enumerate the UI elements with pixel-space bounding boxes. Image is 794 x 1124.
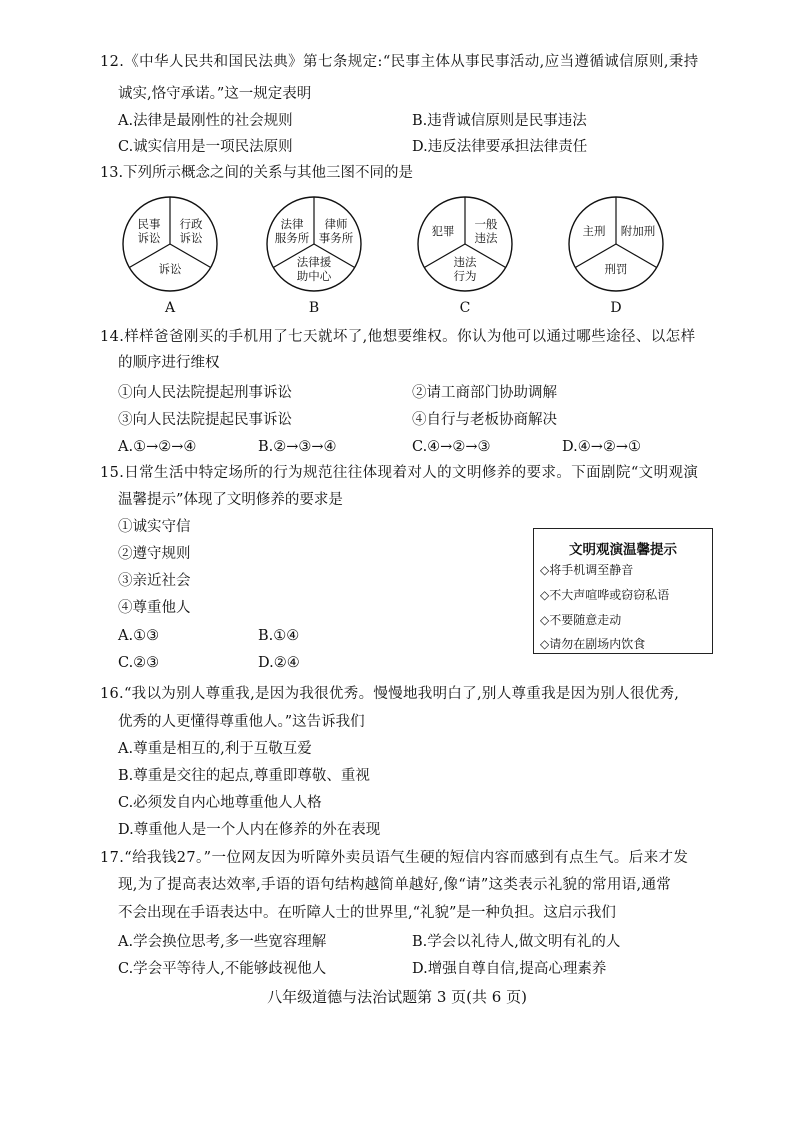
pie-a-top-left-2: 诉讼 xyxy=(137,231,161,245)
q15-item-2: ②遵守规则 xyxy=(118,546,191,562)
pie-a-top-right-1: 行政 xyxy=(179,217,203,231)
q12-option-d: D.违反法律要承担法律责任 xyxy=(412,139,588,155)
pie-a-letter: A xyxy=(164,300,176,316)
q15-option-b: B.①④ xyxy=(258,628,300,644)
q17-stem-line1: 17.“给我钱27。”一位网友因为听障外卖员语气生硬的短信内容而感到有点生气。后来才发 xyxy=(100,850,689,866)
pie-c-bottom-1: 违法 xyxy=(453,255,477,269)
q12-option-b: B.违背诚信原则是民事违法 xyxy=(412,113,587,129)
q13-stem: 13.下列所示概念之间的关系与其他三图不同的是 xyxy=(100,165,414,181)
pie-c-top-left-1: 犯罪 xyxy=(431,224,455,238)
q14-option-c: C.④→②→③ xyxy=(412,439,491,455)
q12-option-c: C.诚实信用是一项民法原则 xyxy=(118,139,293,155)
q15-item-3: ③亲近社会 xyxy=(118,573,191,589)
pie-b-letter: B xyxy=(308,300,320,316)
q15-item-1: ①诚实守信 xyxy=(118,519,191,535)
q15-stem-line1: 15.日常生活中特定场所的行为规范往往体现着对人的文明修养的要求。下面剧院“文明观演 xyxy=(100,465,699,481)
pie-diagram-b xyxy=(258,192,370,317)
pie-c-bottom-2: 行为 xyxy=(453,269,477,283)
notice-title: 文明观演温馨提示 xyxy=(569,542,677,558)
pie-diagram-d xyxy=(560,192,672,317)
pie-d-letter: D xyxy=(610,300,622,316)
notice-item-3: ◇不要随意走动 xyxy=(540,613,622,627)
page-footer: 八年级道德与法治试题第 3 页(共 6 页) xyxy=(267,988,527,1006)
q17-option-c: C.学会平等待人,不能够歧视他人 xyxy=(118,961,327,977)
q14-option-d: D.④→②→① xyxy=(562,439,642,455)
pie-b-bottom-2: 助中心 xyxy=(296,269,332,283)
q12-stem-line1: 12.《中华人民共和国民法典》第七条规定:“民事主体从事民事活动,应当遵循诚信原则,秉持 xyxy=(100,54,699,70)
q17-option-a: A.学会换位思考,多一些宽容理解 xyxy=(118,934,327,950)
pie-a-top-right-2: 诉讼 xyxy=(179,231,203,245)
q17-option-b: B.学会以礼待人,做文明有礼的人 xyxy=(412,934,621,950)
q16-stem-line1: 16.“我以为别人尊重我,是因为我很优秀。慢慢地我明白了,别人尊重我是因为别人很优秀, xyxy=(100,686,680,702)
civility-notice-box xyxy=(533,528,713,654)
pie-d-bottom-1: 刑罚 xyxy=(604,262,628,276)
q12-option-a: A.法律是最刚性的社会规则 xyxy=(118,113,293,129)
q12-stem-line2: 诚实,恪守承诺。”这一规定表明 xyxy=(118,86,312,102)
pie-chart-a xyxy=(114,192,226,296)
q15-option-c: C.②③ xyxy=(118,655,160,671)
q17-option-d: D.增强自尊自信,提高心理素养 xyxy=(412,961,607,977)
pie-c-top-right-2: 违法 xyxy=(474,231,498,245)
pie-chart-d xyxy=(560,192,672,296)
q15-option-d: D.②④ xyxy=(258,655,300,671)
q14-item-4: ④自行与老板协商解决 xyxy=(412,412,557,428)
pie-b-top-left-2: 服务所 xyxy=(274,231,310,245)
q14-stem-line1: 14.样样爸爸刚买的手机用了七天就坏了,他想要维权。你认为他可以通过哪些途径、以怎样 xyxy=(100,329,696,345)
pie-c-top-right-1: 一般 xyxy=(474,217,498,231)
pie-d-top-right-1: 附加刑 xyxy=(620,224,656,238)
pie-b-top-right-1: 律师 xyxy=(324,217,348,231)
pie-c-letter: C xyxy=(459,300,471,316)
q14-stem-line2: 的顺序进行维权 xyxy=(118,355,220,371)
pie-b-top-left-1: 法律 xyxy=(280,217,304,231)
pie-a-bottom-1: 诉讼 xyxy=(158,262,182,276)
pie-chart-c xyxy=(409,192,521,296)
q14-option-a: A.①→②→④ xyxy=(118,439,197,455)
notice-item-2: ◇不大声喧哗或窃窃私语 xyxy=(540,588,670,602)
q14-item-3: ③向人民法院提起民事诉讼 xyxy=(118,412,292,428)
q14-item-2: ②请工商部门协助调解 xyxy=(412,385,557,401)
q16-option-b: B.尊重是交往的起点,尊重即尊敬、重视 xyxy=(118,768,370,784)
pie-diagram-c xyxy=(409,192,521,317)
q16-option-d: D.尊重他人是一个人内在修养的外在表现 xyxy=(118,822,381,838)
notice-item-1: ◇将手机调至静音 xyxy=(540,563,634,577)
q16-option-c: C.必须发自内心地尊重他人人格 xyxy=(118,795,322,811)
q14-item-1: ①向人民法院提起刑事诉讼 xyxy=(118,385,292,401)
pie-d-top-left-1: 主刑 xyxy=(582,224,606,238)
pie-b-bottom-1: 法律援 xyxy=(296,255,332,269)
pie-chart-b xyxy=(258,192,370,296)
q17-stem-line3: 不会出现在手语表达中。在听障人士的世界里,“礼貌”是一种负担。这启示我们 xyxy=(118,905,616,921)
pie-diagram-a xyxy=(114,192,226,317)
q14-option-b: B.②→③→④ xyxy=(258,439,337,455)
q17-stem-line2: 现,为了提高表达效率,手语的语句结构越简单越好,像“请”这类表示礼貌的常用语,通常 xyxy=(118,877,672,893)
q15-item-4: ④尊重他人 xyxy=(118,600,191,616)
q15-stem-line2: 温馨提示”体现了文明修养的要求是 xyxy=(118,492,343,508)
q15-option-a: A.①③ xyxy=(118,628,160,644)
q16-option-a: A.尊重是相互的,利于互敬互爱 xyxy=(118,741,312,757)
pie-b-top-right-2: 事务所 xyxy=(318,231,354,245)
notice-item-4: ◇请勿在剧场内饮食 xyxy=(540,637,646,651)
pie-a-top-left-1: 民事 xyxy=(137,217,161,231)
q16-stem-line2: 优秀的人更懂得尊重他人。”这告诉我们 xyxy=(118,714,365,730)
